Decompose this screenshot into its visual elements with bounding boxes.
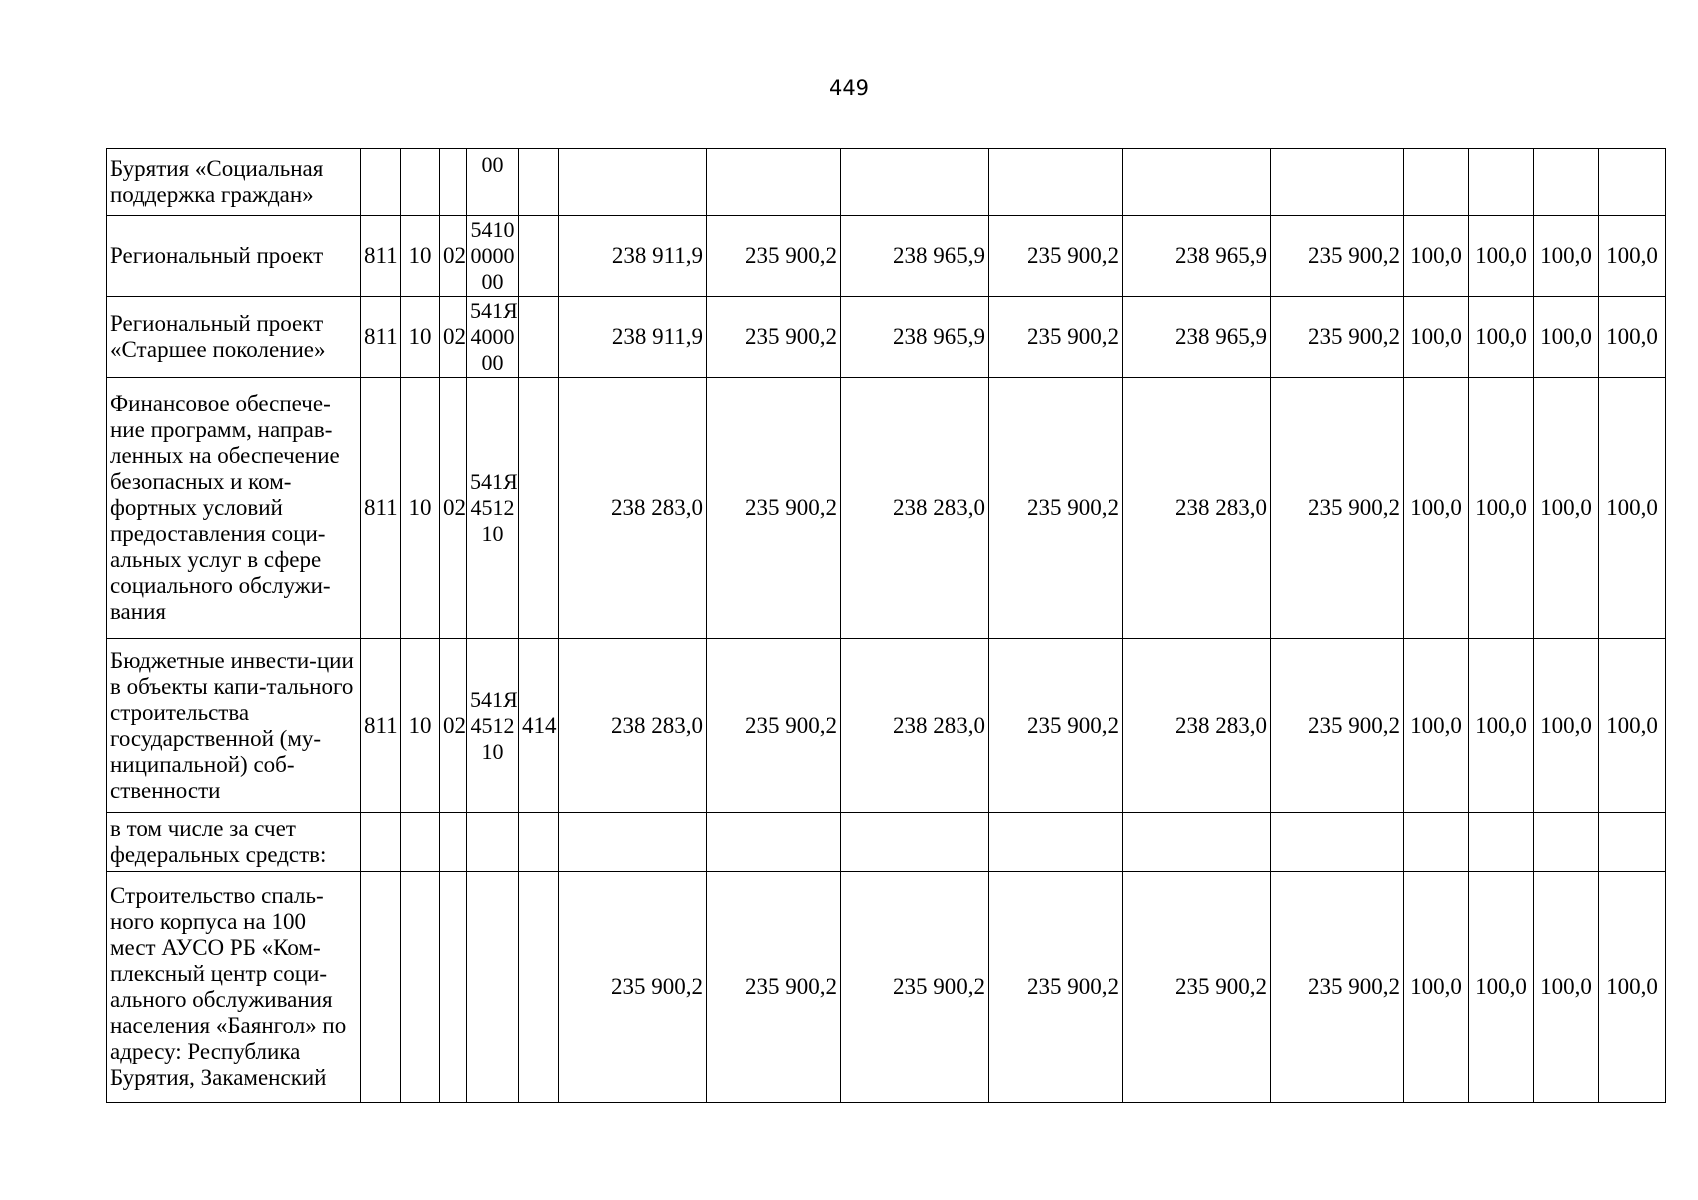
percent-cell: 100,0: [1534, 297, 1599, 378]
ved-code: 811: [361, 216, 401, 297]
amount-cell: 235 900,2: [707, 639, 841, 813]
pr-code: 02: [440, 378, 467, 639]
percent-cell: 100,0: [1469, 639, 1534, 813]
percent-cell: 100,0: [1404, 872, 1469, 1103]
amount-cell: 238 911,9: [559, 216, 707, 297]
percent-cell: [1469, 813, 1534, 872]
amount-cell: 235 900,2: [559, 872, 707, 1103]
percent-cell: [1599, 149, 1666, 216]
table-row: [107, 813, 1666, 872]
percent-cell: 100,0: [1404, 639, 1469, 813]
percent-cell: 100,0: [1599, 639, 1666, 813]
amount-cell: 235 900,2: [1271, 872, 1404, 1103]
pr-code: [440, 872, 467, 1103]
percent-cell: [1599, 813, 1666, 872]
vr-code: [519, 216, 559, 297]
ved-code: 811: [361, 297, 401, 378]
vr-code: 414: [519, 639, 559, 813]
amount-cell: 235 900,2: [989, 378, 1123, 639]
amount-cell: 238 283,0: [559, 378, 707, 639]
amount-cell: [841, 813, 989, 872]
row-name: Строительство спаль-ного корпуса на 100 мест АУСО РБ «Ком-плексный центр соци-ального обслуживания населения «Баянгол» по адресу: Республика Бурятия, Закаменский: [107, 872, 361, 1103]
amount-cell: [707, 149, 841, 216]
amount-cell: [1271, 813, 1404, 872]
pr-code: [440, 149, 467, 216]
amount-cell: 238 283,0: [841, 378, 989, 639]
percent-cell: 100,0: [1599, 216, 1666, 297]
csr-code: [467, 149, 519, 216]
csr-code-line: 00: [481, 269, 504, 294]
amount-cell: 238 283,0: [1123, 378, 1271, 639]
ved-code: [361, 149, 401, 216]
csr-code: [467, 378, 519, 639]
percent-cell: 100,0: [1534, 216, 1599, 297]
csr-code: [467, 813, 519, 872]
csr-code-line: 0000: [470, 243, 515, 268]
csr-code-line: 4512: [470, 712, 515, 738]
amount-cell: 238 965,9: [1123, 216, 1271, 297]
csr-code: [467, 872, 519, 1103]
csr-code-line: 00: [481, 152, 504, 177]
ved-code: [361, 813, 401, 872]
percent-cell: 100,0: [1404, 378, 1469, 639]
rz-code: 10: [401, 378, 440, 639]
percent-cell: 100,0: [1599, 297, 1666, 378]
row-name: Бурятия «Социальная поддержка граждан»: [107, 149, 361, 216]
percent-cell: 100,0: [1599, 872, 1666, 1103]
percent-cell: 100,0: [1534, 872, 1599, 1103]
row-name: Бюджетные инвести-ции в объекты капи-тального строительства государственной (му-ниципальной) соб-ственности: [107, 639, 361, 813]
amount-cell: 235 900,2: [707, 378, 841, 639]
amount-cell: 235 900,2: [989, 872, 1123, 1103]
table-row: [107, 639, 1666, 813]
row-name: Региональный проект: [107, 216, 361, 297]
ved-code: 811: [361, 639, 401, 813]
percent-cell: 100,0: [1469, 378, 1534, 639]
amount-cell: 235 900,2: [1123, 872, 1271, 1103]
amount-cell: [1123, 149, 1271, 216]
budget-table: [106, 148, 1666, 1103]
percent-cell: [1404, 813, 1469, 872]
csr-code-line: 10: [481, 521, 504, 546]
csr-code-line: 4000: [470, 324, 515, 349]
vr-code: [519, 378, 559, 639]
page-number: 449: [828, 76, 870, 100]
rz-code: 10: [401, 297, 440, 378]
amount-cell: 235 900,2: [1271, 216, 1404, 297]
amount-cell: 235 900,2: [1271, 639, 1404, 813]
csr-code-line: 5410: [470, 217, 515, 242]
amount-cell: 238 283,0: [841, 639, 989, 813]
amount-cell: 238 283,0: [559, 639, 707, 813]
rz-code: 10: [401, 216, 440, 297]
pr-code: 02: [440, 639, 467, 813]
amount-cell: [707, 813, 841, 872]
csr-code: [467, 639, 519, 813]
amount-cell: 235 900,2: [841, 872, 989, 1103]
table-row: [107, 216, 1666, 297]
row-name: Финансовое обеспече-ние программ, направ-ленных на обеспечение безопасных и ком-фортных условий предоставления соци-альных услуг в сфере социального обслужи-вания: [107, 378, 361, 639]
csr-code: [467, 297, 519, 378]
percent-cell: 100,0: [1404, 216, 1469, 297]
table-row: [107, 149, 1666, 216]
csr-code-line: 10: [481, 738, 504, 764]
percent-cell: 100,0: [1599, 378, 1666, 639]
amount-cell: [989, 149, 1123, 216]
pr-code: 02: [440, 216, 467, 297]
percent-cell: [1534, 813, 1599, 872]
vr-code: [519, 813, 559, 872]
amount-cell: 235 900,2: [989, 297, 1123, 378]
percent-cell: 100,0: [1404, 297, 1469, 378]
amount-cell: [1271, 149, 1404, 216]
amount-cell: 238 965,9: [1123, 297, 1271, 378]
row-name: в том числе за счет федеральных средств:: [107, 813, 361, 872]
amount-cell: 238 911,9: [559, 297, 707, 378]
ved-code: 811: [361, 378, 401, 639]
percent-cell: 100,0: [1469, 872, 1534, 1103]
amount-cell: 235 900,2: [989, 639, 1123, 813]
csr-code-line: 541Я: [470, 298, 518, 323]
amount-cell: 235 900,2: [707, 216, 841, 297]
amount-cell: 238 283,0: [1123, 639, 1271, 813]
percent-cell: 100,0: [1469, 297, 1534, 378]
amount-cell: 235 900,2: [1271, 378, 1404, 639]
percent-cell: [1469, 149, 1534, 216]
vr-code: [519, 149, 559, 216]
ved-code: [361, 872, 401, 1103]
rz-code: 10: [401, 639, 440, 813]
rz-code: [401, 872, 440, 1103]
percent-cell: 100,0: [1534, 639, 1599, 813]
amount-cell: [841, 149, 989, 216]
csr-code-line: 541Я: [470, 469, 518, 494]
amount-cell: 235 900,2: [989, 216, 1123, 297]
table-row: [107, 297, 1666, 378]
rz-code: [401, 149, 440, 216]
csr-code-line: 4512: [470, 495, 515, 520]
vr-code: [519, 297, 559, 378]
csr-code-line: 00: [481, 350, 504, 375]
amount-cell: 235 900,2: [1271, 297, 1404, 378]
amount-cell: [989, 813, 1123, 872]
rz-code: [401, 813, 440, 872]
amount-cell: 238 965,9: [841, 297, 989, 378]
table-row: [107, 872, 1666, 1103]
amount-cell: 235 900,2: [707, 297, 841, 378]
vr-code: [519, 872, 559, 1103]
amount-cell: [559, 149, 707, 216]
table-row: [107, 378, 1666, 639]
amount-cell: [559, 813, 707, 872]
percent-cell: 100,0: [1469, 216, 1534, 297]
percent-cell: [1534, 149, 1599, 216]
amount-cell: [1123, 813, 1271, 872]
row-name: Региональный проект «Старшее поколение»: [107, 297, 361, 378]
csr-code-line: 541Я: [470, 686, 518, 712]
percent-cell: 100,0: [1534, 378, 1599, 639]
amount-cell: 238 965,9: [841, 216, 989, 297]
csr-code: [467, 216, 519, 297]
amount-cell: 235 900,2: [707, 872, 841, 1103]
pr-code: 02: [440, 297, 467, 378]
pr-code: [440, 813, 467, 872]
percent-cell: [1404, 149, 1469, 216]
